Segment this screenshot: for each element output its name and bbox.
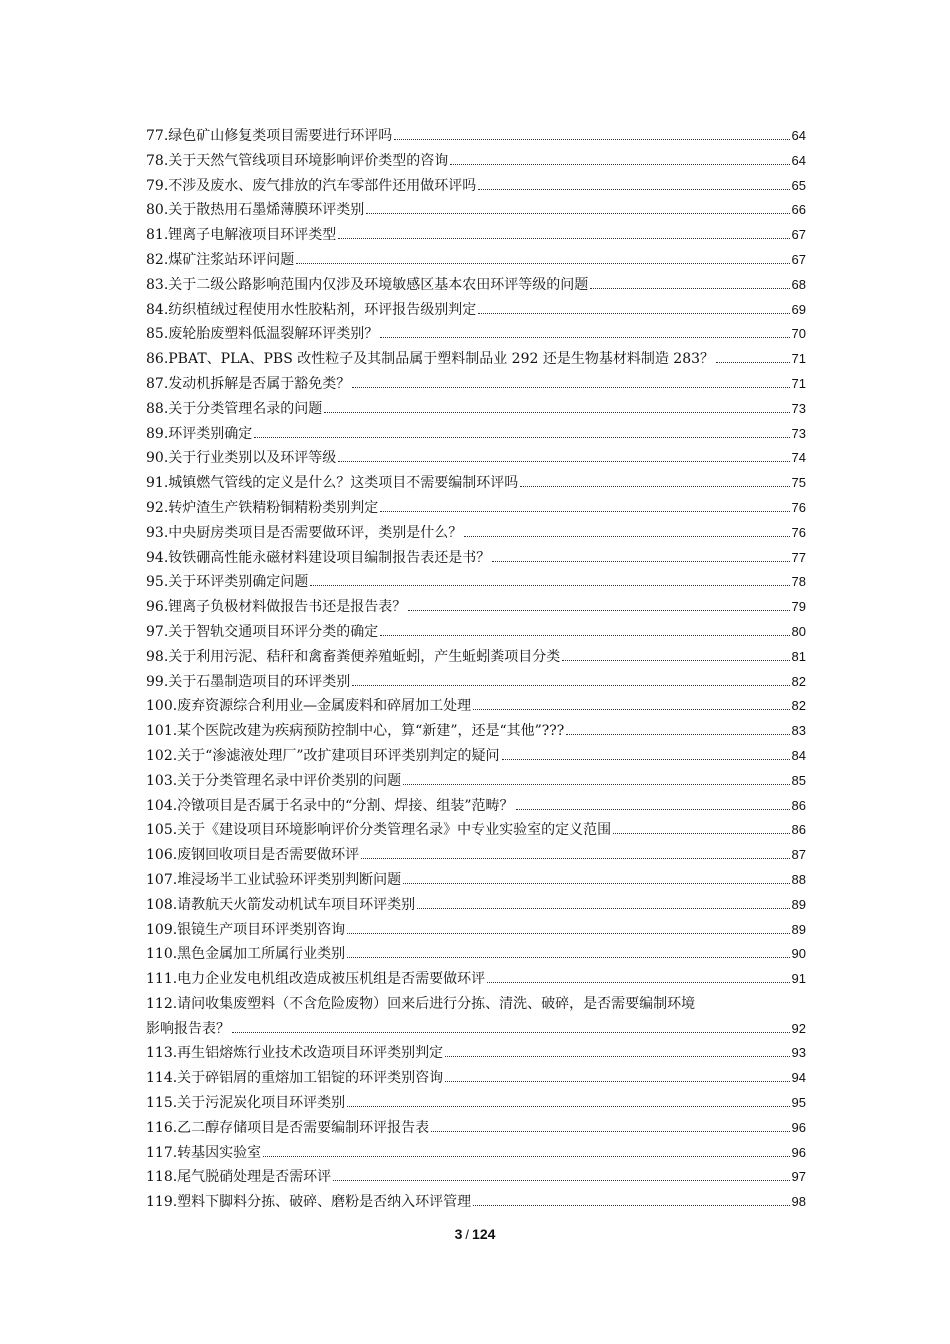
toc-entry-number: 77. [146,128,169,144]
dot-leader [263,1156,789,1157]
dot-leader [478,189,789,190]
dot-leader [473,709,789,710]
table-of-contents [146,124,806,1215]
toc-entry-title: 废钢回收项目是否需要做环评 [177,847,360,864]
toc-entry-number: 83. [146,276,169,293]
toc-entry-title: 关于利用污泥、秸秆和禽畜粪便养殖蚯蚓，产生蚯蚓粪项目分类 [168,648,561,665]
toc-entry-page: 82 [791,673,806,689]
dot-leader [590,288,789,289]
toc-entry-number: 103. [146,772,178,789]
toc-entry-page: 96 [791,1119,806,1135]
dot-leader [347,1106,789,1107]
dot-leader [380,337,789,338]
dot-leader [431,1131,789,1132]
toc-entry[interactable] [146,818,806,843]
toc-entry-page: 85 [791,772,806,788]
toc-entry[interactable] [146,446,806,471]
toc-entry-number: 112. [146,995,178,1012]
toc-entry-title: 关于环评类别确定问题 [168,574,309,591]
toc-entry-page: 95 [791,1095,806,1111]
toc-entry-page: 89 [791,921,806,937]
toc-entry-title: 环评类别确定 [168,425,253,442]
toc-entry-number: 84. [146,301,169,318]
toc-entry-page: 92 [791,1020,806,1036]
toc-entry-title: 再生铝熔炼行业技术改造项目环评类别判定 [177,1045,444,1062]
toc-entry-number: 99. [146,673,169,690]
toc-entry-number: 78. [146,152,169,169]
toc-entry-page: 71 [791,375,806,391]
toc-entry-title: 关于二级公路影响范围内仅涉及环境敏感区基本农田环评等级的问题 [168,276,589,293]
toc-entry[interactable] [146,1041,806,1066]
toc-entry-page: 67 [791,227,806,243]
dot-leader [347,957,789,958]
toc-entry-number: 104. [146,797,178,814]
dot-leader [310,585,789,586]
toc-entry-title: 尾气脱硝处理是否需环评 [177,1169,332,1186]
dot-leader [352,387,789,388]
toc-entry[interactable] [146,198,806,223]
toc-entry-page: 71 [791,351,806,367]
dot-leader [352,685,789,686]
toc-entry-page: 77 [791,549,806,565]
page-separator: / [465,1227,470,1242]
toc-entry[interactable] [146,967,806,992]
toc-entry-title: 关于石墨制造项目的环评类别 [168,673,351,690]
toc-entry-number: 86. [146,351,169,368]
dot-leader [417,908,789,909]
dot-leader [516,809,790,810]
toc-entry-title: 钕铁硼高性能永磁材料建设项目编制报告表还是书？ [168,549,491,566]
toc-entry-page: 67 [791,251,806,267]
toc-entry[interactable] [146,918,806,943]
dot-leader [380,635,789,636]
toc-entry-page: 93 [791,1045,806,1061]
toc-entry-title: 中央厨房类项目是否需要做环评，类别是什么？ [168,524,463,541]
dot-leader [478,313,789,314]
dot-leader [445,1081,789,1082]
toc-entry-page: 97 [791,1169,806,1185]
toc-entry-page: 68 [791,276,806,292]
toc-entry-title: 发动机拆解是否属于豁免类？ [168,375,351,392]
toc-entry-page: 73 [791,400,806,416]
toc-entry-page: 75 [791,475,806,491]
toc-entry-page: 64 [791,152,806,168]
dot-leader [487,982,789,983]
toc-entry-page: 64 [791,128,806,143]
toc-entry-title-line1 [146,992,806,1017]
toc-entry-title: 塑料下脚料分拣、破碎、磨粉是否纳入环评管理 [177,1194,472,1211]
dot-leader [502,759,790,760]
toc-entry-title: 关于分类管理名录中评价类别的问题 [177,772,402,789]
toc-entry-title: 废轮胎废塑料低温裂解环评类别？ [168,326,379,343]
toc-entry[interactable] [146,124,806,149]
toc-entry-number: 98. [146,648,169,665]
dot-leader [338,461,789,462]
dot-leader [366,213,789,214]
dot-leader [403,784,789,785]
toc-entry[interactable] [146,769,806,794]
toc-entry-title: 请教航天火箭发动机试车项目环评类别 [177,896,416,913]
toc-entry[interactable] [146,794,806,819]
toc-entry[interactable] [146,347,806,372]
toc-entry-number: 113. [146,1045,178,1062]
dot-leader [380,511,789,512]
toc-entry[interactable] [146,546,806,571]
toc-entry-number: 82. [146,251,169,268]
dot-leader [450,164,789,165]
toc-entry-page: 76 [791,499,806,515]
toc-entry-number: 95. [146,574,169,591]
toc-entry-title: 关于天然气管线项目环境影响评价类型的咨询 [168,152,449,169]
dot-leader [254,437,789,438]
toc-entry-number: 105. [146,822,178,839]
toc-entry[interactable] [146,868,806,893]
toc-entry-page: 84 [791,747,806,763]
toc-entry-number: 114. [146,1070,178,1087]
dot-leader [232,1032,790,1033]
toc-entry[interactable] [146,471,806,496]
toc-entry-page: 88 [791,871,806,887]
toc-entry-title: 冷镦项目是否属于名录中的“分割、焊接、组装”范畴？ [177,797,514,814]
toc-entry-page: 78 [791,574,806,590]
dot-leader [338,238,789,239]
toc-entry-number: 88. [146,400,169,417]
current-page-number: 3 [454,1226,463,1242]
toc-entry-number: 110. [146,946,178,963]
toc-entry[interactable] [146,1141,806,1166]
toc-entry-number: 93. [146,524,169,541]
toc-entry-title: 影响报告表？ [146,1020,230,1037]
toc-entry[interactable] [146,298,806,323]
toc-entry[interactable] [146,893,806,918]
toc-entry-title: 锂离子负极材料做报告书还是报告表？ [168,599,407,616]
toc-entry-title: 关于行业类别以及环评等级 [168,450,337,467]
toc-entry[interactable] [146,521,806,546]
toc-entry-page: 65 [791,177,806,193]
toc-entry-page: 94 [791,1070,806,1086]
toc-entry-title: 某个医院改建为疾病预防控制中心，算“新建”，还是“其他”??? [177,723,565,740]
toc-entry-number: 107. [146,871,178,888]
toc-entry[interactable] [146,223,806,248]
dot-leader [473,1205,789,1206]
toc-entry-page: 66 [791,202,806,218]
toc-entry[interactable] [146,694,806,719]
toc-entry-page: 86 [791,797,806,813]
toc-entry-number: 109. [146,921,178,938]
toc-entry[interactable] [146,322,806,347]
page-number-footer [0,1226,950,1242]
dot-leader [394,139,789,140]
toc-entry-number: 91. [146,475,169,492]
toc-entry[interactable] [146,496,806,521]
toc-entry[interactable] [146,595,806,620]
toc-entry-page: 89 [791,896,806,912]
total-pages: 124 [472,1226,496,1242]
toc-entry-title: 废弃资源综合利用业—金属废料和碎屑加工处理 [177,698,472,715]
toc-entry-page: 76 [791,524,806,540]
dot-leader [445,1056,789,1057]
toc-entry-number: 87. [146,375,169,392]
toc-entry-number: 115. [146,1095,178,1112]
toc-entry-title: 关于《建设项目环境影响评价分类管理名录》中专业实验室的定义范围 [177,822,612,839]
toc-entry-page: 86 [791,822,806,838]
toc-entry-page: 90 [791,946,806,962]
toc-entry-page: 96 [791,1144,806,1160]
toc-entry-title: 银镜生产项目环评类别咨询 [177,921,346,938]
toc-entry-title: 不涉及废水、废气排放的汽车零部件还用做环评吗 [168,177,477,194]
toc-entry-number: 101. [146,723,178,740]
dot-leader [716,362,790,363]
toc-entry[interactable] [146,620,806,645]
toc-entry-number: 102. [146,747,178,764]
toc-entry-number: 80. [146,202,169,219]
toc-entry-title: 关于智轨交通项目环评分类的确定 [168,623,379,640]
toc-entry-page: 70 [791,326,806,342]
toc-entry-title: 关于碎铝屑的重熔加工铝锭的环评类别咨询 [177,1070,444,1087]
dot-leader [464,536,789,537]
toc-entry-number: 90. [146,450,169,467]
toc-entry[interactable] [146,1091,806,1116]
toc-entry[interactable] [146,1066,806,1091]
toc-entry-number: 97. [146,623,169,640]
toc-entry-number: 100. [146,698,178,715]
toc-entry-page: 80 [791,623,806,639]
toc-entry-title: 黑色金属加工所属行业类别 [177,946,346,963]
toc-entry[interactable] [146,645,806,670]
toc-entry-title: PBAT、PLA、PBS 改性粒子及其制品属于塑料制品业 292 还是生物基材料制造 283？ [168,351,715,368]
dot-leader [296,263,789,264]
toc-entry-title: 电力企业发电机组改造成被压机组是否需要做环评 [177,971,486,988]
toc-entry-page: 79 [791,599,806,615]
dot-leader [403,883,789,884]
toc-entry[interactable] [146,1190,806,1215]
toc-entry-number: 79. [146,177,169,194]
toc-entry-number: 111. [146,971,178,988]
toc-entry[interactable] [146,1116,806,1141]
toc-entry-title: 转炉渣生产铁精粉铜精粉类别判定 [168,499,379,516]
dot-leader [566,734,789,735]
toc-entry-page: 81 [791,648,806,664]
toc-entry-title: 关于分类管理名录的问题 [168,400,323,417]
toc-entry-title: 城镇燃气管线的定义是什么？这类项目不需要编制环评吗 [168,475,519,492]
toc-entry-title-part1: 请问收集废塑料（不含危险废物）回来后进行分拣、清洗、破碎，是否需要编制环境 [177,995,696,1012]
dot-leader [492,561,789,562]
toc-entry-number: 119. [146,1194,178,1211]
toc-entry-title: 乙二醇存储项目是否需要编制环评报告表 [177,1119,430,1136]
toc-entry-title: 煤矿注浆站环评问题 [168,251,295,268]
toc-entry-title: 绿色矿山修复类项目需要进行环评吗 [168,128,393,144]
dot-leader [408,610,789,611]
toc-entry[interactable] [146,744,806,769]
toc-entry-number: 81. [146,227,169,244]
toc-entry[interactable] [146,174,806,199]
toc-entry-page: 83 [791,723,806,739]
toc-entry-number: 96. [146,599,169,616]
toc-entry-title: 堆浸场半工业试验环评类别判断问题 [177,871,402,888]
toc-entry[interactable] [146,149,806,174]
dot-leader [333,1180,789,1181]
dot-leader [613,833,789,834]
toc-entry-number: 118. [146,1169,178,1186]
toc-entry-title: 关于“渗滤液处理厂”改扩建项目环评类别判定的疑问 [177,747,500,764]
toc-entry-page: 74 [791,450,806,466]
toc-entry-number: 92. [146,499,169,516]
toc-entry[interactable] [146,1165,806,1190]
toc-entry-page: 82 [791,698,806,714]
toc-entry[interactable] [146,372,806,397]
toc-entry-page: 87 [791,847,806,863]
toc-entry-number: 106. [146,847,178,864]
toc-entry[interactable] [146,843,806,868]
dot-leader [520,486,789,487]
toc-entry-number: 85. [146,326,169,343]
toc-entry-page: 91 [791,971,806,987]
toc-entry[interactable] [146,273,806,298]
toc-entry-title: 锂离子电解液项目环评类型 [168,227,337,244]
toc-entry[interactable] [146,992,806,1042]
toc-entry-page: 69 [791,301,806,317]
toc-entry[interactable] [146,942,806,967]
toc-entry-number: 108. [146,896,178,913]
toc-entry[interactable] [146,719,806,744]
toc-entry-title: 关于污泥炭化项目环评类别 [177,1095,346,1112]
dot-leader [324,412,789,413]
toc-entry[interactable] [146,670,806,695]
toc-entry-title: 纺织植绒过程使用水性胶粘剂，环评报告级别判定 [168,301,477,318]
toc-entry-number: 89. [146,425,169,442]
toc-entry-number: 116. [146,1119,178,1136]
toc-entry-title: 转基因实验室 [177,1144,262,1161]
toc-entry[interactable] [146,422,806,447]
toc-entry[interactable] [146,397,806,422]
dot-leader [361,858,789,859]
dot-leader [347,933,789,934]
toc-entry-page: 73 [791,425,806,441]
toc-entry-page: 98 [791,1194,806,1210]
dot-leader [562,660,789,661]
toc-entry[interactable] [146,570,806,595]
toc-entry-number: 117. [146,1144,178,1161]
toc-entry-title: 关于散热用石墨烯薄膜环评类别 [168,202,365,219]
toc-entry-number: 94. [146,549,169,566]
toc-entry[interactable] [146,248,806,273]
